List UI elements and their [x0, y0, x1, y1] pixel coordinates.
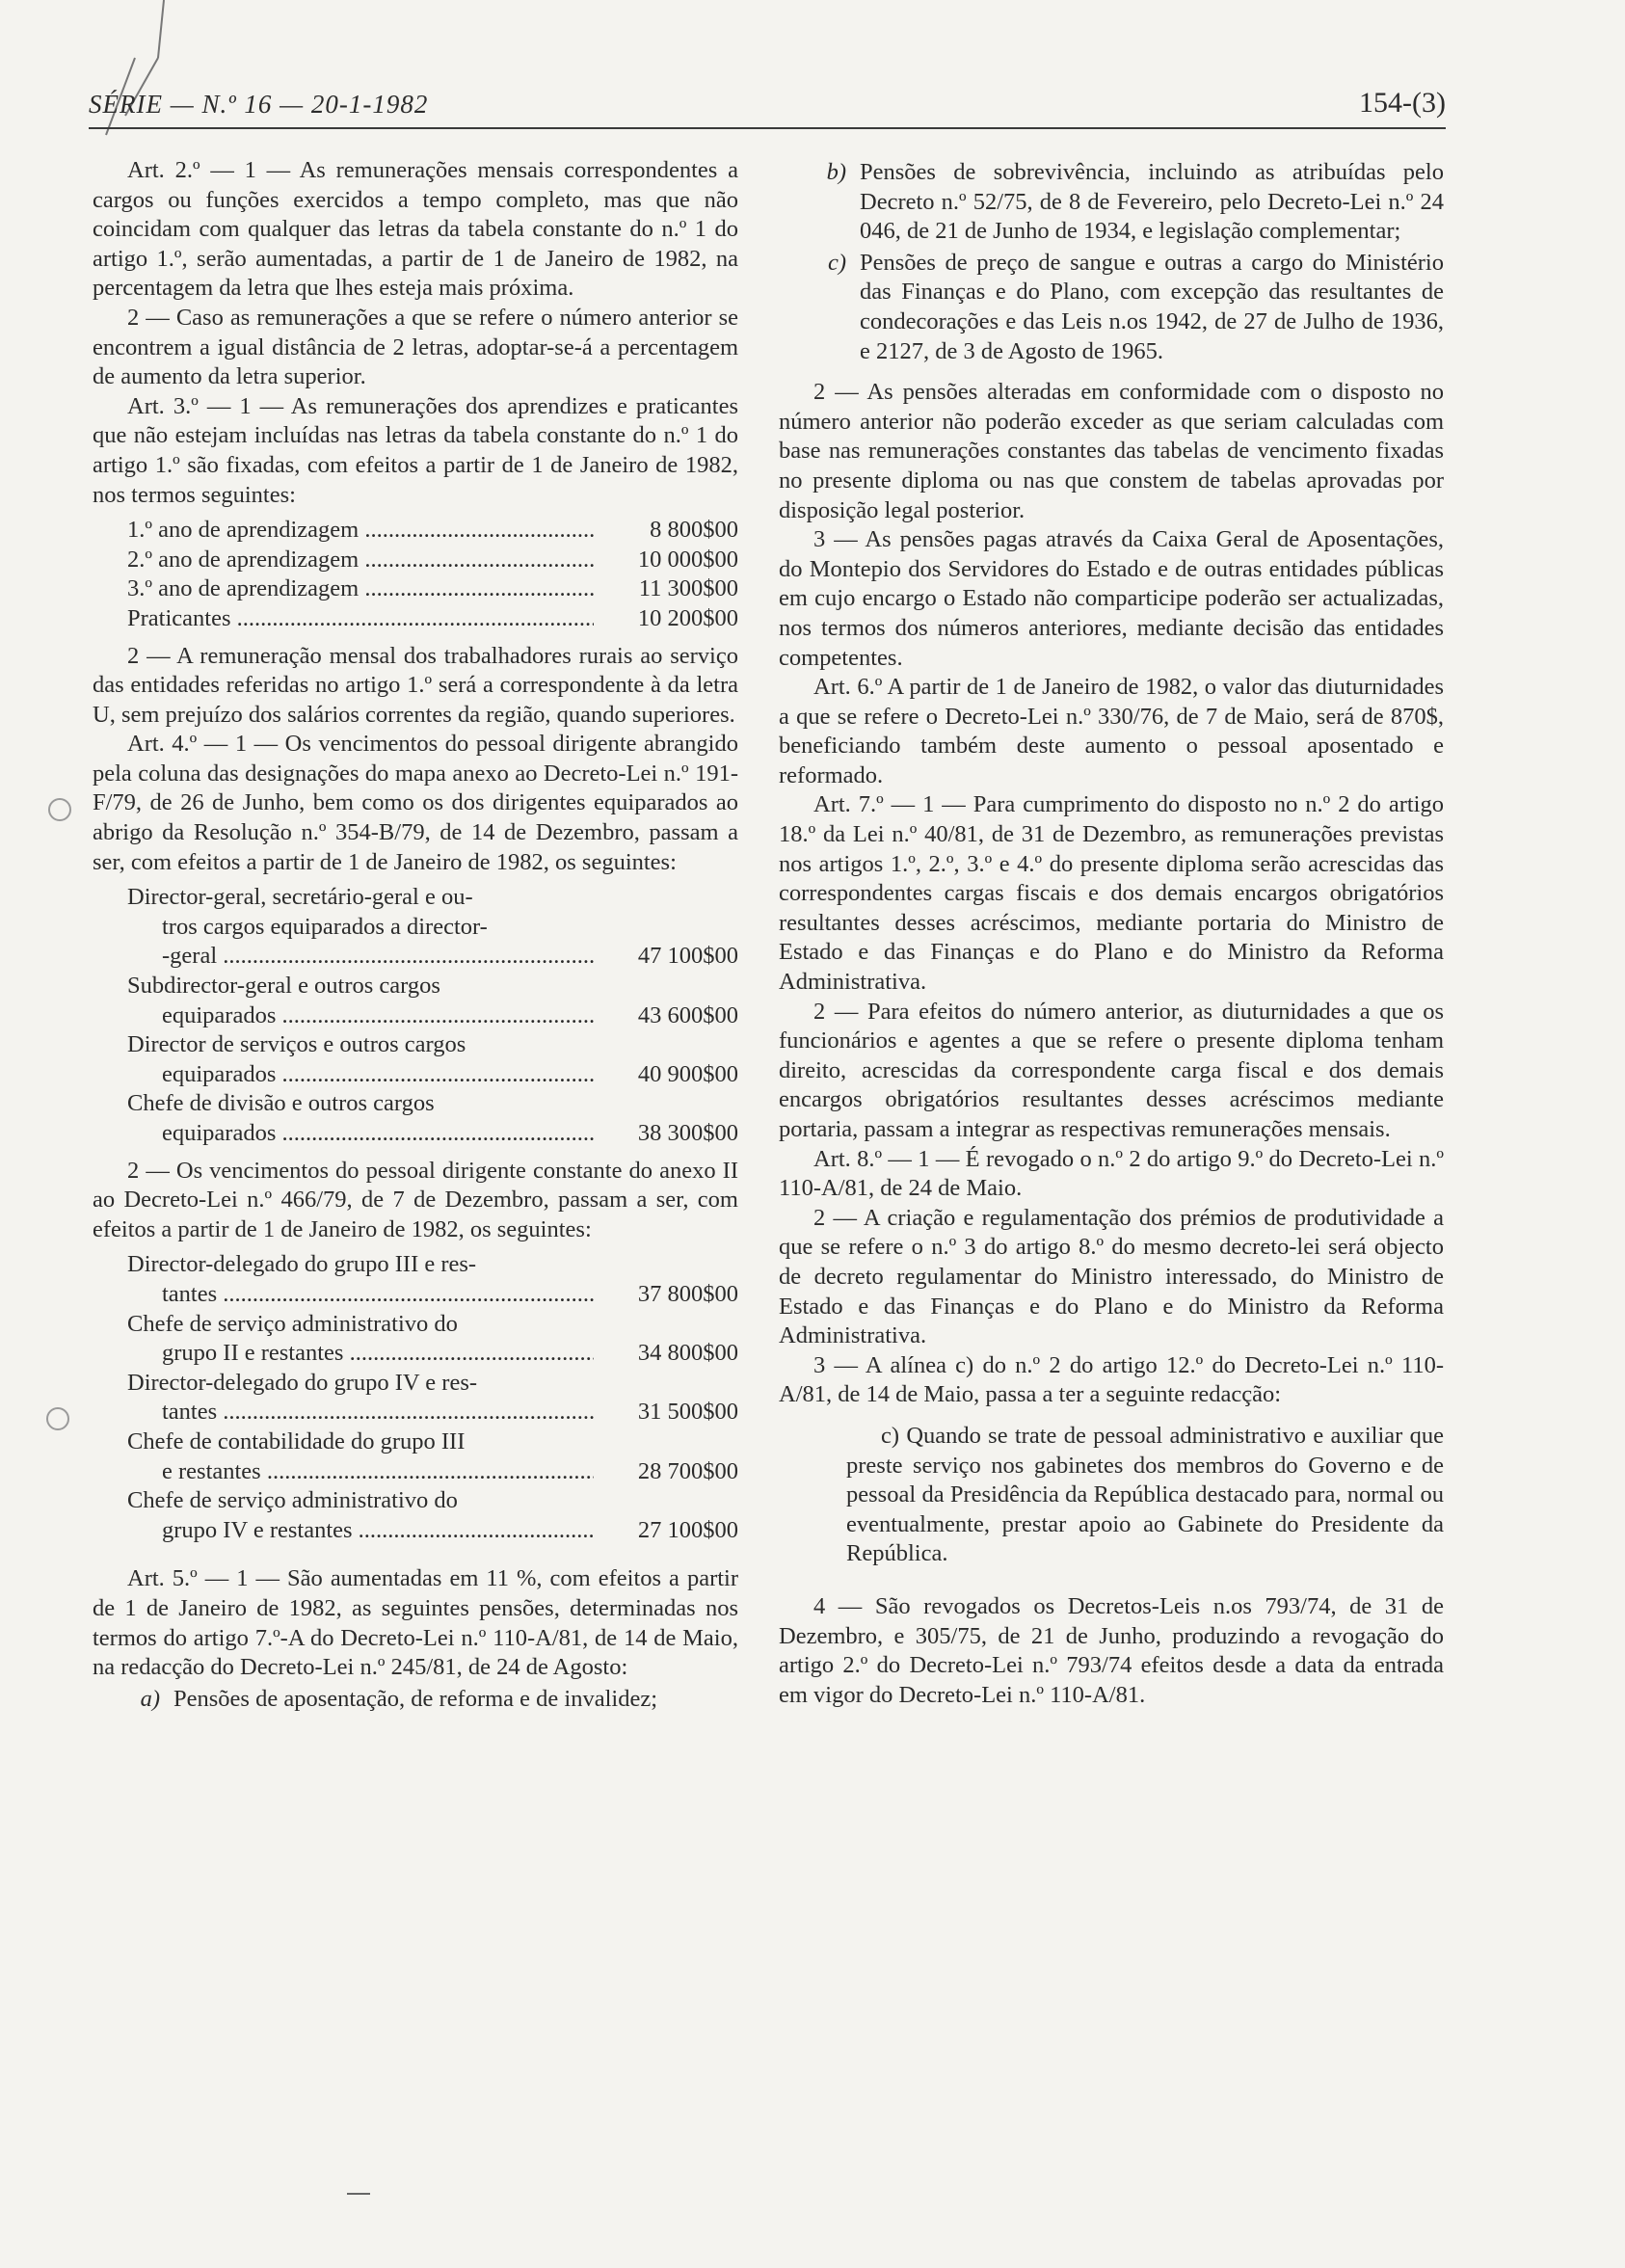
art2-paragraph-2: 2 — Caso as remunerações a que se refere o número anterior se encontrem a igual distância de 2 letras, adoptar-se-á a percentagem de aumento da letra superior.: [93, 304, 738, 390]
row-value: 37 800$00: [637, 1280, 738, 1307]
row-value: 10 000$00: [637, 546, 738, 573]
row-value: 31 500$00: [637, 1399, 738, 1426]
series-issue-date: SÉRIE — N.º 16 — 20-1-1982: [89, 90, 429, 119]
row-label: 1.º ano de aprendizagem .....: [93, 516, 594, 546]
item-text: Pensões de sobrevivência, incluindo as atribuídas pelo Decreto n.º 52/75, de 8 de Fevereiro, pelo Decreto-Lei n.º 24 046, de 21 de Junho de 1934, e legislação complementar;: [860, 159, 1444, 245]
row-label: -geral .....: [93, 942, 594, 972]
row-label: equiparados .....: [93, 1001, 594, 1031]
row-value: 10 200$00: [637, 604, 738, 631]
footer-dash: [347, 2193, 370, 2195]
table-row: [93, 1428, 738, 1486]
art8-paragraph-2: 2 — A criação e regulamentação dos prémios de produtividade a que se refere o n.º 3 do artigo 8.º do mesmo decreto-lei será objecto de decreto regulamentar do Ministro interessado, do Ministro de Estado e das Finanças e do Plano e do Ministro da Reforma Administrativa.: [779, 1204, 1444, 1349]
row-label: grupo II e restantes .....: [93, 1339, 594, 1369]
art6-paragraph: Art. 6.º A partir de 1 de Janeiro de 1982, o valor das diuturnidades a que se refere o Decreto-Lei n.º 330/76, de 7 de Maio, será de 870$, beneficiando também deste aumento o pessoal aposentado e reformado.: [779, 674, 1444, 788]
art2-paragraph-1: Art. 2.º — 1 — As remunerações mensais correspondentes a cargos ou funções exercidos a tempo completo, mas que não coincidam com qualquer das letras da tabela constante do n.º 1 do artigo 1.º, serão aumentadas, a partir de 1 de Janeiro de 1982, na percentagem da letra que lhes esteja mais próxima.: [93, 157, 738, 302]
table-row: [93, 1369, 738, 1428]
row-label-line: Subdirector-geral e outros cargos: [127, 973, 440, 1000]
art8-paragraph-4: 4 — São revogados os Decretos-Leis n.os 793/74, de 31 de Dezembro, e 305/75, de 21 de Junho, produzindo a revogação do artigo 2.º do Decreto-Lei n.º 793/74 efeitos desde a data da entrada em vigor do Decreto-Lei n.º 110-A/81.: [779, 1592, 1444, 1708]
row-label-line: Chefe de divisão e outros cargos: [127, 1090, 435, 1117]
table-row: [93, 546, 738, 575]
row-label: e restantes .....: [93, 1457, 594, 1487]
row-value: 34 800$00: [637, 1340, 738, 1367]
item-text: Pensões de preço de sangue e outras a cargo do Ministério das Finanças e do Plano, com excepção das resultantes de condecorações e das Leis n.os 1942, de 27 de Julho de 1936, e 2127, de 3 de Agosto de 1965.: [860, 249, 1444, 364]
row-value: 8 800$00: [650, 517, 738, 544]
list-item: [779, 249, 1444, 366]
table-row: [93, 1250, 738, 1309]
row-label-line: Director-delegado do grupo IV e res-: [127, 1369, 478, 1396]
art7-paragraph-1: Art. 7.º — 1 — Para cumprimento do disposto no n.º 2 do artigo 18.º da Lei n.º 40/81, de 31 de Dezembro, as remunerações previstas nos artigos 1.º, 2.º, 3.º e 4.º do presente diploma serão acrescidas das correspondentes cargas fiscais e dos demais encargos obrigatórios resultantes desses acréscimos, mediante portaria do Ministro de Estado e das Finanças e do Plano e do Ministro da Reforma Administrativa.: [779, 791, 1444, 996]
row-label-line: Director-geral, secretário-geral e ou-: [127, 884, 473, 911]
table-row: [93, 883, 738, 972]
page-number: 154-(3): [1359, 87, 1446, 119]
list-item: [779, 158, 1444, 247]
punch-hole-mark-2: [46, 1407, 69, 1430]
row-label-line: Chefe de serviço administrativo do: [127, 1487, 458, 1514]
table-row: [93, 972, 738, 1030]
row-label-line: tros cargos equiparados a director-: [162, 913, 488, 940]
item-marker: b): [826, 159, 846, 185]
row-label-line: Director de serviços e outros cargos: [127, 1031, 466, 1058]
art5-paragraph-2: 2 — As pensões alteradas em conformidade com o disposto no número anterior não poderão exceder as que seriam calculadas com base nas remunerações constantes das tabelas de vencimento fixadas no presente diploma ou nas que constem de tabelas aprovadas por disposição legal posterior.: [779, 379, 1444, 523]
punch-hole-mark-1: [48, 798, 71, 821]
art4-paragraph-1: Art. 4.º — 1 — Os vencimentos do pessoal dirigente abrangido pela coluna das designações do mapa anexo ao Decreto-Lei n.º 191-F/79, de 26 de Junho, bem como os dos dirigentes equiparados ao abrigo da Resolução n.º 354-B/79, de 14 de Dezembro, passam a ser, com efeitos a partir de 1 de Janeiro de 1982, os seguintes:: [93, 731, 738, 875]
table-row: [93, 516, 738, 546]
row-value: 43 600$00: [637, 1001, 738, 1028]
row-value: 47 100$00: [637, 943, 738, 970]
table-row: [93, 1089, 738, 1148]
delegate-salary-table: [93, 1250, 738, 1545]
row-value: 28 700$00: [637, 1457, 738, 1484]
row-value: 38 300$00: [637, 1120, 738, 1146]
row-label-line: Chefe de contabilidade do grupo III: [127, 1428, 466, 1454]
row-label-line: Chefe de serviço administrativo do: [127, 1310, 458, 1337]
table-row: [93, 1030, 738, 1089]
item-marker: c): [827, 249, 846, 276]
row-value: 27 100$00: [637, 1516, 738, 1543]
art8-paragraph-3: 3 — A alínea c) do n.º 2 do artigo 12.º do Decreto-Lei n.º 110-A/81, de 14 de Maio, passa a ter a seguinte redacção:: [779, 1351, 1444, 1408]
art5-paragraph-1: Art. 5.º — 1 — São aumentadas em 11 %, com efeitos a partir de 1 de Janeiro de 1982, as seguintes pensões, determinadas nos termos do artigo 7.º-A do Decreto-Lei n.º 110-A/81, de 14 de Maio, na redacção do Decreto-Lei n.º 245/81, de 24 de Agosto:: [93, 1565, 738, 1681]
row-value: 40 900$00: [637, 1060, 738, 1087]
row-value: 11 300$00: [638, 575, 738, 602]
art5-paragraph-3: 3 — As pensões pagas através da Caixa Geral de Aposentações, do Montepio dos Servidores do Estado e de outras entidades públicas em cujo encargo o Estado não comparticipe poderão ser actualizadas, nos termos dos números anteriores, mediante decisão das entidades competentes.: [779, 526, 1444, 671]
left-column: [93, 156, 738, 1714]
art3-paragraph-2: 2 — A remuneração mensal dos trabalhadores rurais ao serviço das entidades referidas no artigo 1.º será a correspondente à da letra U, sem prejuízo dos salários correntes da região, quando superiores.: [93, 642, 738, 728]
director-salary-table: [93, 883, 738, 1148]
row-label: grupo IV e restantes .....: [93, 1516, 594, 1546]
right-column: [779, 156, 1444, 1710]
item-marker: a): [140, 1685, 160, 1712]
row-label: 2.º ano de aprendizagem .....: [93, 546, 594, 575]
item-text: Pensões de aposentação, de reforma e de invalidez;: [173, 1685, 658, 1712]
art3-paragraph-1: Art. 3.º — 1 — As remunerações dos aprendizes e praticantes que não estejam incluídas nas letras da tabela constante do n.º 1 do artigo 1.º são fixadas, com efeitos a partir de 1 de Janeiro de 1982, nos termos seguintes:: [93, 392, 738, 508]
page-header: [89, 89, 1446, 129]
row-label: equiparados .....: [93, 1060, 594, 1090]
table-row: [93, 604, 738, 634]
row-label: Praticantes .....: [93, 604, 594, 634]
table-row: [93, 1310, 738, 1369]
row-label: 3.º ano de aprendizagem .....: [93, 574, 594, 604]
row-label-line: Director-delegado do grupo III e res-: [127, 1251, 477, 1278]
apprentice-salary-table: [93, 516, 738, 633]
table-row: [93, 1486, 738, 1545]
list-item: [93, 1685, 738, 1715]
art8-paragraph-1: Art. 8.º — 1 — É revogado o n.º 2 do artigo 9.º do Decreto-Lei n.º 110-A/81, de 24 de Maio.: [779, 1145, 1444, 1202]
art4-paragraph-2: 2 — Os vencimentos do pessoal dirigente constante do anexo II ao Decreto-Lei n.º 466/79, de 7 de Dezembro, passam a ser, com efeitos a partir de 1 de Janeiro de 1982, os seguintes:: [93, 1157, 738, 1242]
row-label: tantes .....: [93, 1398, 594, 1428]
table-row: [93, 574, 738, 604]
quoted-amendment: c) Quando se trate de pessoal administrativo e auxiliar que preste serviço nos gabinetes dos membros do Governo e de pessoal da Presidência da República destacado para, normal ou eventualmente, prestar apoio ao Gabinete do Presidente da República.: [846, 1422, 1444, 1567]
art7-paragraph-2: 2 — Para efeitos do número anterior, as diuturnidades a que os funcionários e agentes a que se refere o presente diploma tenham direito, acrescidas da correspondente carga fiscal e dos demais encargos obrigatórios resultantes desses acréscimos mediante portaria, passam a integrar as respectivas remunerações mensais.: [779, 998, 1444, 1142]
row-label: equiparados .....: [93, 1119, 594, 1149]
row-label: tantes .....: [93, 1280, 594, 1310]
